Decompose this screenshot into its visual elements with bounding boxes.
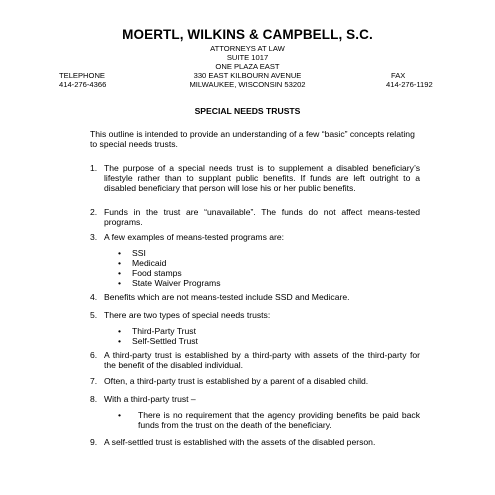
list-item — [90, 207, 420, 227]
bullet-icon: • — [118, 336, 122, 346]
telephone-number: 414-276-4366 — [59, 80, 107, 89]
item-text: There are two types of special needs trusts: — [104, 310, 271, 320]
list-item — [90, 292, 420, 302]
bullet-text: Food stamps — [132, 268, 182, 278]
bullet-item — [118, 268, 420, 278]
telephone-label: TELEPHONE — [59, 71, 105, 80]
bullet-icon: • — [118, 258, 122, 268]
bullet-text: State Waiver Programs — [132, 278, 221, 288]
item-text: Funds in the trust are “unavailable”. The funds do not affect means-tested programs. — [104, 207, 420, 227]
bullet-item — [118, 326, 420, 336]
item-text: A third-party trust is established by a third-party with assets of the third-party for the benefit of the disabled individual. — [104, 350, 420, 370]
bullet-item — [118, 278, 420, 288]
list-item — [90, 310, 420, 346]
bullet-icon: • — [118, 410, 122, 420]
item-text: A self-settled trust is established with the assets of the disabled person. — [104, 437, 376, 447]
firm-building: ONE PLAZA EAST — [215, 62, 280, 71]
item-number: 2. — [90, 207, 98, 217]
fax-label: FAX — [391, 71, 406, 80]
bullet-text: SSI — [132, 248, 146, 258]
item-number: 8. — [90, 394, 98, 404]
firm-subtitle: ATTORNEYS AT LAW — [210, 44, 285, 53]
bullet-list — [90, 326, 420, 346]
item-number: 3. — [90, 232, 98, 242]
item-text: Often, a third-party trust is established by a parent of a disabled child. — [104, 376, 369, 386]
bullet-text: Self-Settled Trust — [132, 336, 198, 346]
item-number: 9. — [90, 437, 98, 447]
bullet-text: Medicaid — [132, 258, 167, 268]
item-number: 7. — [90, 376, 98, 386]
firm-street: 330 EAST KILBOURN AVENUE — [193, 71, 302, 80]
item-text: Benefits which are not means-tested include SSD and Medicare. — [104, 292, 350, 302]
bullet-text: Third-Party Trust — [132, 326, 196, 336]
list-item — [90, 376, 420, 386]
bullet-icon: • — [118, 248, 122, 258]
bullet-list — [90, 248, 420, 288]
list-item — [90, 350, 420, 370]
list-item — [90, 394, 420, 430]
fax-number: 414-276-1192 — [386, 80, 433, 89]
bullet-icon: • — [118, 326, 122, 336]
firm-city: MILWAUKEE, WISCONSIN 53202 — [189, 80, 306, 89]
item-number: 5. — [90, 310, 98, 320]
item-text: With a third-party trust – — [104, 394, 196, 404]
item-number: 6. — [90, 350, 98, 360]
item-number: 1. — [90, 163, 98, 173]
item-text: A few examples of means-tested programs are: — [104, 232, 285, 242]
document-title: SPECIAL NEEDS TRUSTS — [194, 106, 301, 116]
bullet-list — [90, 410, 420, 430]
firm-suite: SUITE 1017 — [226, 53, 269, 62]
bullet-item — [118, 248, 420, 258]
list-item — [90, 437, 420, 447]
intro-paragraph: This outline is intended to provide an understanding of a few “basic” concepts relating to special needs trusts. — [90, 129, 415, 149]
item-number: 4. — [90, 292, 98, 302]
firm-name: MOERTL, WILKINS & CAMPBELL, S.C. — [122, 27, 373, 42]
list-item — [90, 232, 420, 288]
bullet-item — [118, 410, 420, 430]
item-text: The purpose of a special needs trust is to supplement a disabled beneficiary’s lifestyle rather than to supplant public benefits. If funds are left outright to a disabled beneficiary that person will lose his or her public benefits. — [104, 163, 420, 193]
bullet-text: There is no requirement that the agency providing benefits be paid back funds from the trust on the death of the beneficiary. — [138, 410, 420, 430]
list-item — [90, 163, 420, 193]
bullet-icon: • — [118, 278, 122, 288]
bullet-icon: • — [118, 268, 122, 278]
bullet-item — [118, 336, 420, 346]
bullet-item — [118, 258, 420, 268]
